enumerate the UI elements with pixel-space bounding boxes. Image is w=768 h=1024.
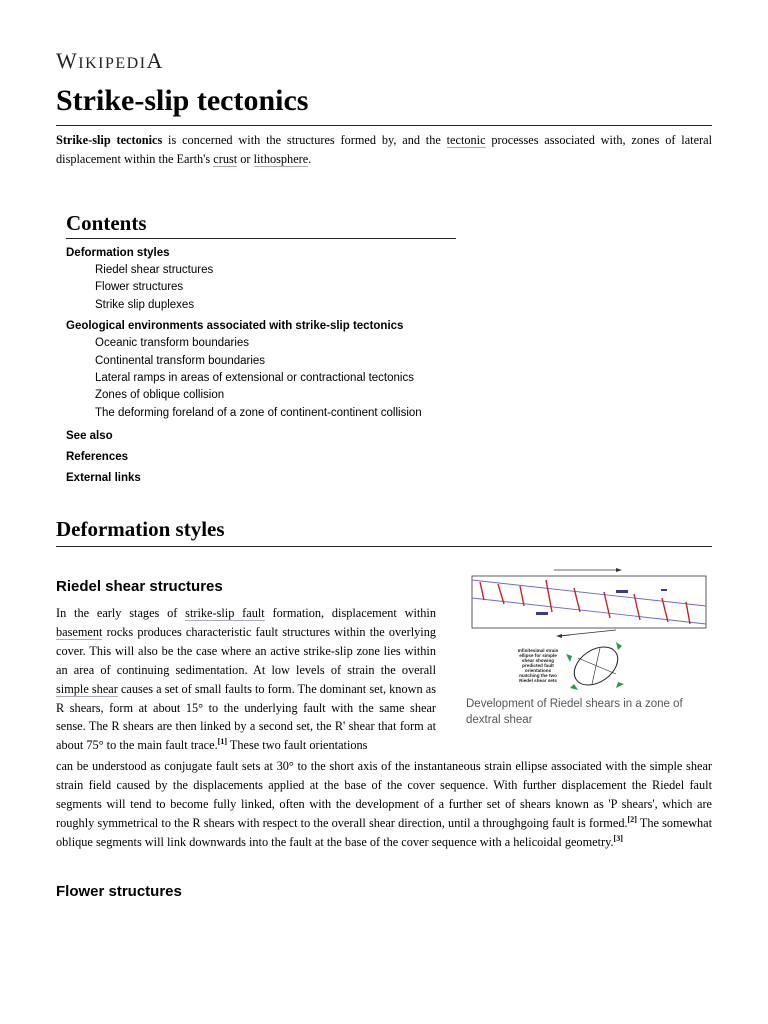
toc-item-references[interactable]: References: [66, 451, 129, 464]
inset-label: predicted fault: [522, 663, 554, 668]
figure-caption: Development of Riedel shears in a zone of dextral shear: [466, 698, 683, 726]
article-title: Strike-slip tectonics: [56, 84, 309, 117]
toc-item-oblique-collision[interactable]: Zones of oblique collision: [95, 389, 225, 402]
text: The somewhat oblique segments will link downwards into the fault at the base of the cover sequence with a helicoidal geometry.: [56, 815, 712, 849]
link-basement[interactable]: basement: [56, 624, 103, 639]
reference-1[interactable]: [1]: [217, 737, 227, 747]
lead-text: or: [237, 152, 254, 166]
riedel-paragraph-part1: [56, 604, 436, 755]
strain-ellipse: [567, 639, 625, 690]
inset-label: Riedel shear sets: [519, 678, 557, 683]
inset-label: ellipse for simple: [519, 653, 557, 658]
lead-paragraph: [56, 131, 712, 169]
inset-label: shear showing: [521, 658, 555, 663]
inset-label: matching the two: [519, 673, 557, 678]
section-heading-deformation-styles: Deformation styles: [56, 517, 225, 541]
bottom-arrow-head: [556, 634, 562, 638]
toc-item-continental-transform[interactable]: Continental transform boundaries: [95, 354, 266, 367]
subsection-heading-flower: Flower structures: [56, 883, 182, 900]
inset-legend: [518, 648, 559, 683]
reference-2[interactable]: [2]: [627, 814, 637, 824]
toc-heading: Contents: [66, 208, 456, 239]
stress-arrow: [616, 642, 622, 650]
toc-item-strike-slip-duplexes[interactable]: Strike slip duplexes: [95, 298, 195, 311]
section-rule: [56, 546, 712, 547]
text: formation, displacement within: [264, 606, 436, 620]
toc-item-see-also[interactable]: See also: [66, 430, 113, 443]
toc-item-deforming-foreland[interactable]: The deforming foreland of a zone of continent-continent collision: [95, 406, 422, 419]
riedel-figure[interactable]: [466, 566, 712, 695]
text: These two fault orientations: [226, 738, 368, 753]
table-of-contents: [66, 208, 456, 489]
toc-item-external-links[interactable]: External links: [66, 472, 141, 485]
top-arrow-head: [616, 568, 622, 572]
toc-item-geological-environments[interactable]: Geological environments associated with strike-slip tectonics: [66, 320, 404, 333]
lead-text: is concerned with the structures formed by, and the: [162, 133, 447, 147]
stress-arrow: [566, 654, 572, 662]
text: can be understood as conjugate fault sets at 30° to the short axis of the instantaneous strain ellipse associated with the simple shear strain field caused by the displacements applied at the base of the cover sequence. With further displacement the Riedel fault segments will tend to become fully linked, often with the development of a further set of shears known as 'P shears', which are roughly symmetrical to the R shears with respect to the overall shear direction, until a throughgoing fault is formed.: [56, 759, 712, 830]
toc-item-riedel-shear-structures[interactable]: Riedel shear structures: [95, 264, 214, 276]
link-simple-shear[interactable]: simple shear: [56, 681, 118, 696]
riedel-paragraph-part2: [56, 757, 712, 852]
text: causes a set of small faults to form. The dominant set, known as R shears, form at about 15° to the underlying fault with the same shear sense. The R shears are then linked by a second set, the R' shear that form at about 75° to the main fault trace.: [56, 681, 436, 753]
inset-label: orientations: [524, 668, 552, 673]
text: rocks produces characteristic fault structures within the overlying cover. This will also be the case where an active strike-slip zone lies within an area of continuing sedimentation. At low levels of strain the overall: [56, 624, 436, 677]
mark: [536, 612, 548, 615]
link-tectonic[interactable]: tectonic: [446, 133, 486, 147]
text: In the early stages of: [56, 606, 186, 620]
link-crust[interactable]: crust: [213, 152, 238, 166]
mark: [616, 590, 628, 593]
title-rule: [56, 125, 712, 126]
wordmark-final: A: [146, 48, 164, 73]
mark: [661, 589, 667, 591]
reference-3[interactable]: [3]: [613, 833, 623, 843]
link-lithosphere[interactable]: lithosphere: [253, 152, 309, 166]
inset-label: Infinitesimal strain: [517, 648, 559, 653]
link-strike-slip-fault[interactable]: strike-slip fault: [185, 606, 265, 620]
riedel-shear-diagram: [466, 566, 712, 690]
lead-bold-term: Strike-slip tectonics: [56, 133, 163, 147]
lead-text: .: [308, 152, 312, 166]
stress-arrow: [570, 684, 578, 690]
toc-item-oceanic-transform[interactable]: Oceanic transform boundaries: [95, 337, 250, 350]
lead-text: processes associated with, zones of lateral displacement within the Earth's: [56, 133, 712, 166]
toc-item-flower-structures[interactable]: Flower structures: [95, 281, 184, 294]
toc-item-deformation-styles[interactable]: Deformation styles: [66, 247, 170, 259]
stress-arrow: [616, 682, 624, 688]
subsection-heading-riedel: Riedel shear structures: [56, 578, 223, 595]
wikipedia-wordmark[interactable]: [56, 48, 164, 74]
toc-item-lateral-ramps[interactable]: Lateral ramps in areas of extensional or contractional tectonics: [95, 371, 414, 384]
wordmark-initial: W: [56, 48, 79, 73]
wordmark-middle: IKIPEDI: [78, 55, 147, 72]
